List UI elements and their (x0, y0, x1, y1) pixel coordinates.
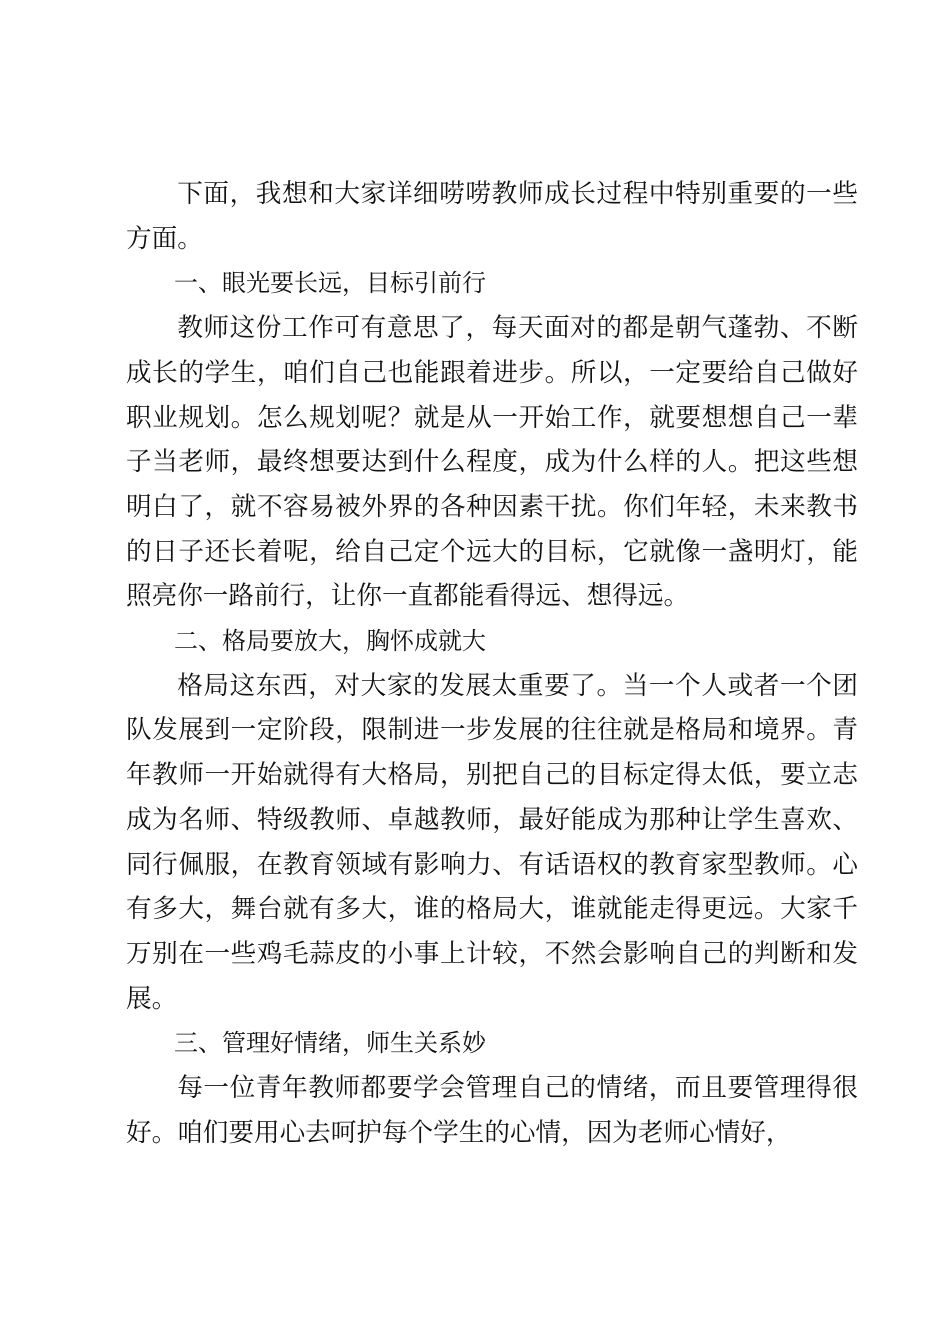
intro-paragraph: 下面，我想和大家详细唠唠教师成长过程中特别重要的一些方面。 (126, 179, 858, 254)
section-1-body: 教师这份工作可有意思了，每天面对的都是朝气蓬勃、不断成长的学生，咱们自己也能跟着进步。所以，一定要给自己做好职业规划。怎么规划呢？就是从一开始工作，就要想想自己一辈子当老师，最终想要达到什么程度，成为什么样的人。把这些想明白了，就不容易被外界的各种因素干扰。你们年轻，未来教书的日子还长着呢，给自己定个远大的目标，它就像一盏明灯，能照亮你一路前行，让你一直都能看得远、想得远。 (126, 313, 858, 612)
section-1-heading: 一、眼光要长远，目标引前行 (174, 269, 486, 298)
section-3-body: 每一位青年教师都要学会管理自己的情绪，而且要管理得很好。咱们要用心去呵护每个学生的心情，因为老师心情好， (126, 1073, 858, 1148)
section-3-heading: 三、管理好情绪，师生关系妙 (174, 1029, 486, 1058)
section-2-heading: 二、格局要放大，胸怀成就大 (174, 627, 486, 656)
section-2-body: 格局这东西，对大家的发展太重要了。当一个人或者一个团队发展到一定阶段，限制进一步发展的往往就是格局和境界。青年教师一开始就得有大格局，别把自己的目标定得太低，要立志成为名师、特级教师、卓越教师，最好能成为那种让学生喜欢、同行佩服，在教育领域有影响力、有话语权的教育家型教师。心有多大，舞台就有多大，谁的格局大，谁就能走得更远。大家千万别在一些鸡毛蒜皮的小事上计较，不然会影响自己的判断和发展。 (126, 670, 858, 1014)
document-page (126, 172, 858, 1155)
